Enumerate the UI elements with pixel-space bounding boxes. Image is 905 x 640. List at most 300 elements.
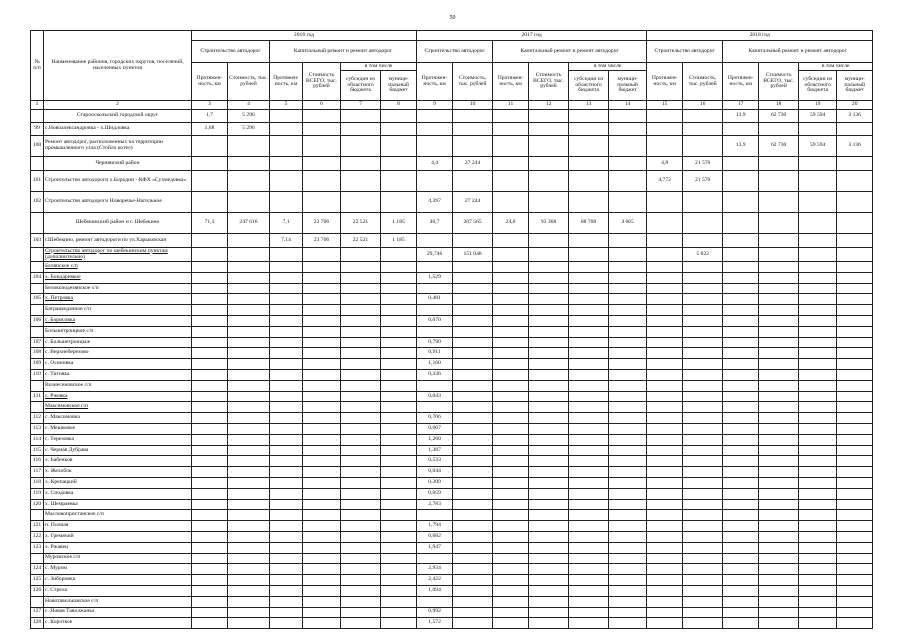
value-cell: [341, 607, 381, 618]
row-number: 111: [31, 391, 44, 402]
value-cell: [647, 305, 683, 316]
value-cell: [683, 348, 723, 359]
header-municipal: муници-пальный бюджет: [837, 71, 873, 101]
value-cell: [723, 262, 759, 273]
value-cell: [723, 456, 759, 467]
value-cell: [609, 575, 647, 586]
value-cell: [609, 585, 647, 596]
value-cell: [837, 348, 873, 359]
row-number: 106: [31, 315, 44, 326]
value-cell: [723, 477, 759, 488]
value-cell: [381, 136, 417, 157]
value-cell: [192, 596, 228, 607]
value-cell: [303, 402, 341, 413]
value-cell: [453, 136, 493, 157]
value-cell: [609, 337, 647, 348]
value-cell: [341, 467, 381, 478]
value-cell: [341, 531, 381, 542]
value-cell: [529, 499, 569, 510]
column-number: 6: [303, 101, 341, 110]
value-cell: [723, 123, 759, 136]
value-cell: [609, 413, 647, 424]
value-cell: [453, 542, 493, 553]
value-cell: [341, 348, 381, 359]
row-number: 103: [31, 234, 44, 248]
value-cell: 59 594: [799, 110, 837, 123]
value-cell: [493, 456, 529, 467]
value-cell: [609, 283, 647, 294]
value-cell: [609, 531, 647, 542]
value-cell: [799, 477, 837, 488]
row-number: 99: [31, 123, 44, 136]
value-cell: [609, 136, 647, 157]
value-cell: [683, 618, 723, 629]
value-cell: [341, 434, 381, 445]
value-cell: [270, 456, 303, 467]
value-cell: [381, 283, 417, 294]
value-cell: [341, 192, 381, 213]
column-number: 17: [723, 101, 759, 110]
value-cell: 27 244: [453, 192, 493, 213]
value-cell: [683, 136, 723, 157]
value-cell: [270, 499, 303, 510]
value-cell: [723, 326, 759, 337]
row-name: Большетроицкое с/п: [44, 326, 192, 337]
value-cell: [837, 510, 873, 521]
value-cell: [529, 262, 569, 273]
value-cell: [837, 499, 873, 510]
value-cell: [303, 369, 341, 380]
row-name: Белянское с/п: [44, 262, 192, 273]
value-cell: [799, 305, 837, 316]
value-cell: [759, 434, 799, 445]
value-cell: [341, 294, 381, 305]
value-cell: [723, 521, 759, 532]
value-cell: [228, 596, 270, 607]
value-cell: [647, 315, 683, 326]
value-cell: [759, 380, 799, 391]
value-cell: [683, 402, 723, 413]
value-cell: [493, 110, 529, 123]
value-cell: 0,706: [417, 413, 453, 424]
value-cell: [381, 123, 417, 136]
value-cell: [303, 248, 341, 262]
row-number: 112: [31, 413, 44, 424]
column-number: 9: [417, 101, 453, 110]
value-cell: [228, 585, 270, 596]
value-cell: [228, 564, 270, 575]
table-row: [31, 531, 873, 542]
header-in-that: в том числе: [799, 63, 873, 71]
row-name: с. Большетроицкое: [44, 337, 192, 348]
value-cell: [270, 510, 303, 521]
value-cell: [529, 380, 569, 391]
value-cell: [493, 477, 529, 488]
column-number: 8: [381, 101, 417, 110]
value-cell: [759, 413, 799, 424]
row-name: х. Ржавец: [44, 542, 192, 553]
table-row: [31, 348, 873, 359]
value-cell: [303, 477, 341, 488]
value-cell: [569, 488, 609, 499]
value-cell: [529, 531, 569, 542]
value-cell: [493, 553, 529, 564]
value-cell: [609, 192, 647, 213]
value-cell: [837, 171, 873, 192]
value-cell: [228, 359, 270, 370]
value-cell: [799, 575, 837, 586]
value-cell: [647, 607, 683, 618]
value-cell: [759, 423, 799, 434]
value-cell: [417, 402, 453, 413]
value-cell: [837, 434, 873, 445]
value-cell: 1,160: [417, 359, 453, 370]
value-cell: [381, 157, 417, 171]
row-name: с. Терезовка: [44, 434, 192, 445]
value-cell: [453, 305, 493, 316]
value-cell: [270, 136, 303, 157]
value-cell: [493, 467, 529, 478]
value-cell: [529, 553, 569, 564]
value-cell: [341, 272, 381, 283]
table-row: [31, 553, 873, 564]
value-cell: [270, 315, 303, 326]
value-cell: [381, 315, 417, 326]
value-cell: [303, 575, 341, 586]
value-cell: [529, 305, 569, 316]
column-number-row: [31, 101, 873, 110]
value-cell: [192, 413, 228, 424]
value-cell: [529, 542, 569, 553]
value-cell: [341, 402, 381, 413]
value-cell: [381, 607, 417, 618]
value-cell: [270, 262, 303, 273]
value-cell: [270, 596, 303, 607]
value-cell: 0,790: [417, 337, 453, 348]
value-cell: [192, 585, 228, 596]
value-cell: [529, 585, 569, 596]
value-cell: 1,7: [192, 110, 228, 123]
value-cell: [341, 315, 381, 326]
table-row: [31, 542, 873, 553]
value-cell: [569, 337, 609, 348]
value-cell: [759, 369, 799, 380]
value-cell: [341, 326, 381, 337]
value-cell: [609, 294, 647, 305]
value-cell: [683, 445, 723, 456]
value-cell: [341, 413, 381, 424]
value-cell: [493, 391, 529, 402]
value-cell: [723, 248, 759, 262]
value-cell: 13,9: [723, 136, 759, 157]
value-cell: [228, 348, 270, 359]
value-cell: [837, 445, 873, 456]
value-cell: [759, 607, 799, 618]
value-cell: [529, 171, 569, 192]
table-row: [31, 283, 873, 294]
row-name: х. Бондаревкое: [44, 272, 192, 283]
value-cell: [723, 380, 759, 391]
value-cell: [647, 445, 683, 456]
column-number: 11: [493, 101, 529, 110]
row-number: 110: [31, 369, 44, 380]
value-cell: [759, 283, 799, 294]
value-cell: [192, 391, 228, 402]
value-cell: [569, 305, 609, 316]
value-cell: [569, 575, 609, 586]
value-cell: [529, 510, 569, 521]
value-cell: [192, 294, 228, 305]
value-cell: 0,481: [417, 294, 453, 305]
value-cell: [609, 510, 647, 521]
value-cell: [192, 542, 228, 553]
value-cell: 59 594: [799, 136, 837, 157]
value-cell: [837, 402, 873, 413]
column-number: 14: [609, 101, 647, 110]
value-cell: [683, 456, 723, 467]
value-cell: 7,1: [270, 213, 303, 234]
value-cell: [192, 521, 228, 532]
value-cell: [569, 521, 609, 532]
value-cell: [609, 499, 647, 510]
value-cell: [270, 123, 303, 136]
value-cell: [529, 521, 569, 532]
value-cell: [569, 192, 609, 213]
value-cell: 1,529: [417, 272, 453, 283]
value-cell: [723, 423, 759, 434]
row-name: Батрацкодачное с/п: [44, 305, 192, 316]
value-cell: [647, 553, 683, 564]
value-cell: [303, 596, 341, 607]
value-cell: [683, 294, 723, 305]
value-cell: [417, 510, 453, 521]
row-number: [31, 110, 44, 123]
row-name: с. Верхнеберезово: [44, 348, 192, 359]
value-cell: [647, 499, 683, 510]
value-cell: [799, 234, 837, 248]
value-cell: [192, 456, 228, 467]
value-cell: [453, 123, 493, 136]
value-cell: [270, 110, 303, 123]
value-cell: [453, 315, 493, 326]
value-cell: [192, 272, 228, 283]
value-cell: [303, 294, 341, 305]
value-cell: [303, 618, 341, 629]
value-cell: [303, 110, 341, 123]
header-cost: Стоимость, тыс. рублей: [228, 63, 270, 101]
row-name: с. Новая Таволжанка: [44, 607, 192, 618]
table-row: [31, 575, 873, 586]
value-cell: [341, 456, 381, 467]
value-cell: [683, 391, 723, 402]
row-name: Строительство автодороги х.Бородин - КФХ «Сухмедовка»: [44, 171, 192, 192]
value-cell: 0,911: [417, 348, 453, 359]
row-number: [31, 553, 44, 564]
value-cell: [799, 369, 837, 380]
value-cell: [192, 575, 228, 586]
row-name: с. Муром: [44, 564, 192, 575]
value-cell: [228, 262, 270, 273]
value-cell: [683, 553, 723, 564]
value-cell: [529, 423, 569, 434]
value-cell: [493, 521, 529, 532]
value-cell: 7,14: [270, 234, 303, 248]
value-cell: [647, 521, 683, 532]
value-cell: [381, 348, 417, 359]
row-name: х. Желобок: [44, 467, 192, 478]
value-cell: [529, 337, 569, 348]
value-cell: [381, 337, 417, 348]
column-number: 20: [837, 101, 873, 110]
value-cell: [759, 564, 799, 575]
table-row: [31, 136, 873, 157]
value-cell: [270, 192, 303, 213]
value-cell: [799, 272, 837, 283]
value-cell: [837, 262, 873, 273]
value-cell: [647, 136, 683, 157]
value-cell: [569, 467, 609, 478]
value-cell: [303, 434, 341, 445]
value-cell: 0,667: [417, 423, 453, 434]
value-cell: [683, 585, 723, 596]
value-cell: [647, 477, 683, 488]
value-cell: [303, 337, 341, 348]
value-cell: [493, 157, 529, 171]
value-cell: [453, 488, 493, 499]
table-row: [31, 477, 873, 488]
row-number: 125: [31, 575, 44, 586]
row-number: 119: [31, 488, 44, 499]
value-cell: [303, 445, 341, 456]
table-row: [31, 402, 873, 413]
column-number: 18: [759, 101, 799, 110]
value-cell: [837, 575, 873, 586]
header-length: Протяжен-ность, км: [647, 63, 683, 101]
value-cell: [569, 510, 609, 521]
value-cell: [569, 607, 609, 618]
header-in-that: в том числе: [569, 63, 647, 71]
value-cell: [799, 326, 837, 337]
page-number: 50: [449, 15, 456, 21]
value-cell: [759, 234, 799, 248]
value-cell: [759, 542, 799, 553]
value-cell: [341, 391, 381, 402]
value-cell: [759, 521, 799, 532]
value-cell: [799, 413, 837, 424]
value-cell: [341, 110, 381, 123]
value-cell: [303, 326, 341, 337]
value-cell: [303, 510, 341, 521]
value-cell: 0,044: [417, 467, 453, 478]
value-cell: [192, 136, 228, 157]
value-cell: [647, 234, 683, 248]
value-cell: [759, 192, 799, 213]
value-cell: [228, 136, 270, 157]
row-name: с.Новоалександровка - х.Шидловка: [44, 123, 192, 136]
value-cell: [837, 380, 873, 391]
value-cell: [683, 542, 723, 553]
value-cell: [723, 157, 759, 171]
value-cell: [529, 315, 569, 326]
value-cell: [493, 434, 529, 445]
value-cell: [647, 456, 683, 467]
value-cell: [799, 596, 837, 607]
row-name: Ремонт автодорог, расположенных на территории промышленного узла (Стойло котел): [44, 136, 192, 157]
value-cell: [381, 542, 417, 553]
header-construction-2017: Строительство автодорог: [417, 41, 493, 63]
header-cost-total: Стоимость ВСЕГО, тыс. рублей: [759, 63, 799, 101]
value-cell: [228, 315, 270, 326]
value-cell: [341, 575, 381, 586]
value-cell: [683, 369, 723, 380]
value-cell: [609, 488, 647, 499]
value-cell: [647, 488, 683, 499]
value-cell: [837, 531, 873, 542]
value-cell: [381, 510, 417, 521]
value-cell: [609, 248, 647, 262]
value-cell: [341, 136, 381, 157]
value-cell: [683, 359, 723, 370]
value-cell: [799, 380, 837, 391]
value-cell: [228, 488, 270, 499]
value-cell: [683, 192, 723, 213]
value-cell: [228, 575, 270, 586]
value-cell: [569, 110, 609, 123]
table-row: [31, 467, 873, 478]
value-cell: [192, 531, 228, 542]
value-cell: [569, 542, 609, 553]
table-row: [31, 171, 873, 192]
row-name: х. Шемраевка: [44, 499, 192, 510]
table-row: [31, 213, 873, 234]
value-cell: [647, 192, 683, 213]
value-cell: [647, 337, 683, 348]
header-repair-2016: Капитальный ремонт и ремонт автодорог: [270, 41, 417, 63]
value-cell: [759, 248, 799, 262]
value-cell: [270, 477, 303, 488]
value-cell: [453, 171, 493, 192]
value-cell: [270, 575, 303, 586]
value-cell: [228, 445, 270, 456]
value-cell: [228, 553, 270, 564]
row-number: 123: [31, 542, 44, 553]
value-cell: [569, 477, 609, 488]
header-cost-total: Стоимость ВСЕГО, тыс. рублей: [303, 63, 341, 101]
value-cell: [228, 499, 270, 510]
value-cell: [609, 171, 647, 192]
value-cell: [228, 192, 270, 213]
value-cell: [381, 467, 417, 478]
value-cell: [529, 413, 569, 424]
table-row: [31, 192, 873, 213]
value-cell: [837, 157, 873, 171]
value-cell: [228, 402, 270, 413]
value-cell: [341, 585, 381, 596]
table-row: [31, 596, 873, 607]
value-cell: [270, 542, 303, 553]
value-cell: [228, 294, 270, 305]
value-cell: [799, 391, 837, 402]
header-cost: Стоимость, тыс. рублей: [453, 63, 493, 101]
row-name: г.Шебекино, ремонт автодороги по ул.Харьковская: [44, 234, 192, 248]
table-row: [31, 248, 873, 262]
value-cell: [192, 262, 228, 273]
value-cell: [381, 618, 417, 629]
value-cell: 1,68: [192, 123, 228, 136]
value-cell: [569, 348, 609, 359]
row-number: [31, 213, 44, 234]
value-cell: [569, 171, 609, 192]
